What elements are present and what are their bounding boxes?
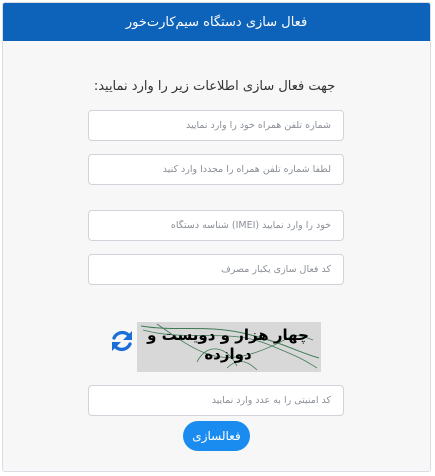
refresh-icon (109, 328, 135, 354)
phone-input[interactable] (88, 110, 344, 141)
captcha-text: چهار هزار و دویست و دوازده (147, 326, 309, 363)
form-instruction: جهت فعال سازی اطلاعات زیر را وارد نمایید: (93, 79, 336, 94)
phone-confirm-input[interactable] (88, 154, 344, 185)
captcha-refresh-button[interactable] (109, 328, 135, 354)
activation-code-input[interactable] (88, 254, 344, 285)
activate-button[interactable]: فعالسازی (183, 421, 250, 451)
imei-input[interactable] (88, 210, 344, 241)
card-header (3, 3, 430, 41)
page-title: فعال سازی دستگاه سیم‌کارت‌خور (125, 14, 308, 30)
captcha-input[interactable] (88, 385, 344, 416)
captcha-image (137, 322, 321, 372)
